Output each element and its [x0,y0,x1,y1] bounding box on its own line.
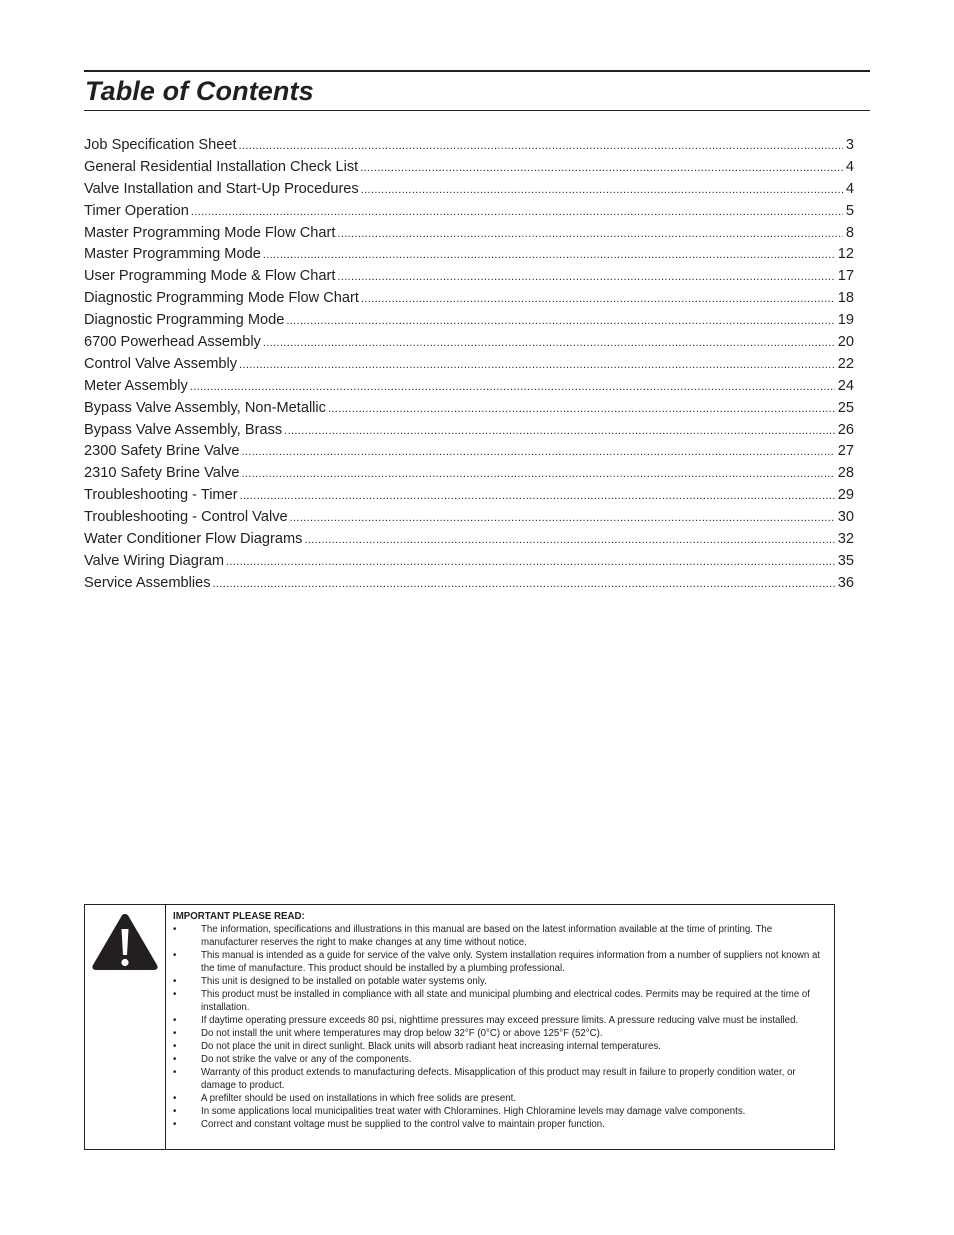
toc-entry[interactable] [84,507,854,529]
toc-leader [361,288,835,310]
toc-entry[interactable] [84,529,854,551]
toc-leader [361,179,843,201]
title-block [84,70,870,111]
toc-entry[interactable] [84,179,854,201]
toc-entry[interactable] [84,354,854,376]
toc-entry-page: 35 [837,552,854,569]
toc-entry-page: 5 [845,202,854,219]
toc-entry[interactable] [84,376,854,398]
toc-leader [286,310,834,332]
notice-item [173,949,823,975]
toc-entry-page: 22 [837,355,854,372]
toc-entry-title: Master Programming Mode [84,246,261,263]
toc-entry[interactable] [84,288,854,310]
toc-entry-title: Water Conditioner Flow Diagrams [84,531,303,548]
notice-item-text: Correct and constant voltage must be supplied to the control valve to maintain proper function. [201,1119,605,1130]
notice-item-text: Do not strike the valve or any of the components. [201,1054,412,1065]
toc-entry[interactable] [84,201,854,223]
toc-entry-title: Master Programming Mode Flow Chart [84,224,336,241]
toc-entry-page: 30 [837,509,854,526]
notice-text [173,910,823,1131]
toc-leader [304,529,834,551]
toc-leader [239,135,843,157]
toc-entry-page: 32 [837,531,854,548]
toc-entry-page: 8 [845,224,854,241]
notice-item-text: If daytime operating pressure exceeds 80 psi, nighttime pressures may exceed pressure limits. A pressure reducing valve must be installed. [201,1015,799,1026]
bullet: • [173,1093,177,1104]
notice-item-text: This product must be installed in compliance with all state and municipal plumbing and electrical codes. Permits may be required at the time of installation. [201,989,810,1013]
toc-entry[interactable] [84,463,854,485]
bullet: • [173,1015,177,1026]
toc-leader [337,266,834,288]
toc-entry-title: Timer Operation [84,202,189,219]
toc-entry-page: 3 [845,137,854,153]
bullet: • [173,989,177,1000]
toc-leader [240,485,835,507]
page-title: Table of Contents [85,76,314,106]
toc-entry[interactable] [84,551,854,573]
notice-item [173,1014,823,1027]
toc-entry[interactable] [84,485,854,507]
notice-item [173,1092,823,1105]
notice-item-text: In some applications local municipalities treat water with Chloramines. High Chloramine levels may damage valve components. [201,1106,746,1117]
notice-item [173,1027,823,1040]
toc-entry-title: General Residential Installation Check List [84,158,359,175]
toc-entry-title: Job Specification Sheet [84,137,237,153]
toc-entry-title: 2310 Safety Brine Valve [84,465,240,482]
toc-entry[interactable] [84,157,854,179]
toc-entry-page: 27 [837,443,854,460]
notice-item [173,1066,823,1092]
notice-list [173,923,823,1131]
notice-item [173,923,823,949]
toc-entry[interactable] [84,135,854,157]
toc-leader [263,332,835,354]
notice-item-text: A prefilter should be used on installations in which free solids are present. [201,1093,517,1104]
toc-entry[interactable] [84,266,854,288]
notice-item [173,1105,823,1118]
toc-entry-page: 24 [837,377,854,394]
toc-leader [226,551,835,573]
toc-entry-page: 20 [837,334,854,351]
toc-entry-title: Control Valve Assembly [84,355,238,372]
toc-leader [213,573,835,595]
toc-entry-title: 2300 Safety Brine Valve [84,443,240,460]
toc-entry-page: 18 [837,290,854,307]
notice-item-text: Do not place the unit in direct sunlight. Black units will absorb radiant heat increasing internal temperatures. [201,1041,661,1052]
toc-entry-page: 25 [837,399,854,416]
bullet: • [173,924,177,935]
toc-leader [337,223,842,245]
notice-item [173,1053,823,1066]
toc-entry-title: Meter Assembly [84,377,188,394]
important-notice-box [84,904,835,1150]
bullet: • [173,1119,177,1130]
toc-entry-page: 12 [837,246,854,263]
bullet: • [173,950,177,961]
notice-item [173,988,823,1014]
toc-entry[interactable] [84,441,854,463]
bullet: • [173,1106,177,1117]
toc-entry-page: 4 [845,158,854,175]
toc-entry-title: Diagnostic Programming Mode Flow Chart [84,290,359,307]
notice-icon-cell [85,905,166,1149]
toc-entry-title: Bypass Valve Assembly, Brass [84,421,283,438]
toc-entry-title: Diagnostic Programming Mode [84,312,285,329]
toc-entry[interactable] [84,223,854,245]
toc-entry-title: Troubleshooting - Timer [84,487,238,504]
bullet: • [173,976,177,987]
table-of-contents [84,135,854,595]
notice-item-text: Do not install the unit where temperatures may drop below 32°F (0°C) or above 125°F (52°C). [201,1028,603,1039]
toc-entry-title: Valve Installation and Start-Up Procedures [84,180,359,197]
toc-entry-page: 26 [837,421,854,438]
notice-item [173,975,823,988]
toc-entry-title: Troubleshooting - Control Valve [84,509,288,526]
toc-entry-title: Valve Wiring Diagram [84,552,225,569]
toc-leader [190,376,835,398]
toc-leader [284,420,835,442]
toc-leader [328,398,835,420]
toc-entry-title: Bypass Valve Assembly, Non-Metallic [84,399,326,416]
bullet: • [173,1054,177,1065]
notice-heading: IMPORTANT PLEASE READ: [173,911,305,922]
toc-entry-page: 36 [837,574,854,591]
toc-leader [290,507,835,529]
toc-entry-title: User Programming Mode & Flow Chart [84,268,336,285]
toc-leader [191,201,843,223]
toc-leader [360,157,843,179]
toc-entry[interactable] [84,310,854,332]
toc-entry-title: Service Assemblies [84,574,211,591]
toc-entry-title: 6700 Powerhead Assembly [84,334,261,351]
notice-item [173,1040,823,1053]
notice-item-text: This unit is designed to be installed on potable water systems only. [201,976,487,987]
toc-entry[interactable] [84,332,854,354]
warning-exclamation-icon [91,912,159,972]
toc-entry[interactable] [84,573,854,595]
toc-entry[interactable] [84,244,854,266]
toc-leader [239,354,835,376]
toc-entry[interactable] [84,420,854,442]
toc-leader [242,463,835,485]
bullet: • [173,1028,177,1039]
toc-leader [263,244,835,266]
bullet: • [173,1041,177,1052]
notice-item-text: Warranty of this product extends to manufacturing defects. Misapplication of this product may result in failure to properly condition water, or damage to product. [201,1067,796,1091]
toc-leader [242,441,835,463]
toc-entry-page: 17 [837,268,854,285]
toc-entry-page: 19 [837,312,854,329]
notice-item-text: The information, specifications and illustrations in this manual are based on the latest information available at the time of printing. The manufacturer reserves the right to make changes at any time without notice. [201,924,773,948]
toc-entry-page: 28 [837,465,854,482]
notice-item-text: This manual is intended as a guide for service of the valve only. System installation requires information from a number of suppliers not known at the time of manufacture. This product should be installed by a plumbing professional. [201,950,821,974]
toc-entry-page: 29 [837,487,854,504]
notice-item [173,1118,823,1131]
toc-entry-page: 4 [845,180,854,197]
toc-entry[interactable] [84,398,854,420]
bullet: • [173,1067,177,1078]
